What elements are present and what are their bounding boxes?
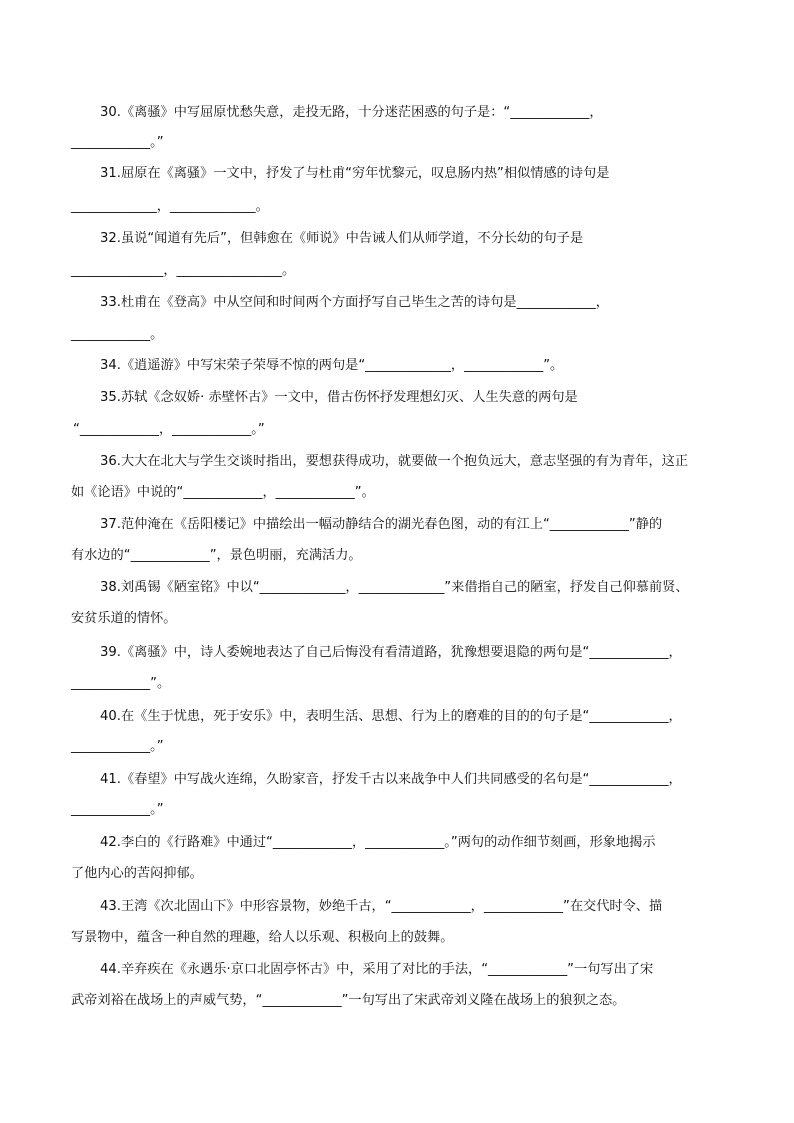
- question-37-line-2: 有水边的“____________”，景色明丽，充满活力。: [71, 548, 362, 563]
- question-31-line-1: 31.屈原在《离骚》一文中，抒发了与杜甫“穷年忧黎元，叹息肠内热”相似情感的诗句是: [100, 166, 610, 181]
- question-39-line-2: ____________”。: [71, 676, 171, 691]
- question-42-line-2: 了他内心的苦闷抑郁。: [71, 866, 203, 881]
- question-41-line-1: 41.《春望》中写战火连绵，久盼家音，抒发千古以来战争中人们共同感受的名句是“____________，: [100, 772, 682, 787]
- question-41-line-2: ____________。”: [71, 802, 164, 817]
- question-43-line-2: 写景物中，蕴含一种自然的理趣，给人以乐观、积极向上的鼓舞。: [71, 930, 454, 945]
- question-40-line-1: 40.在《生于忧患，死于安乐》中，表明生活、思想、行为上的磨难的目的的句子是“____________，: [100, 709, 682, 724]
- question-35-line-2: “____________，____________。”: [73, 422, 265, 437]
- question-44-line-2: 武帝刘裕在战场上的声威气势，“____________”一句写出了宋武帝刘义隆在战场上的狼狈之态。: [71, 993, 626, 1008]
- question-32-line-2: ______________，________________。: [71, 263, 296, 278]
- question-35-line-1: 35.苏轼《念奴娇· 赤壁怀古》一文中，借古伤怀抒发理想幻灭、人生失意的两句是: [100, 390, 578, 405]
- question-30-line-2: ____________。”: [71, 135, 164, 150]
- question-34-line-1: 34.《逍遥游》中写宋荣子荣辱不惊的两句是“_____________，____________”。: [100, 358, 564, 373]
- question-44-line-1: 44.辛弃疾在《永遇乐·京口北固亭怀古》中，采用了对比的手法，“____________”一句写出了宋: [100, 962, 654, 977]
- question-36-line-1: 36.大大在北大与学生交谈时指出，要想获得成功，就要做一个抱负远大，意志坚强的有为青年，这正: [100, 454, 689, 469]
- question-38-line-2: 安贫乐道的情怀。: [71, 611, 177, 626]
- question-31-line-2: _____________，_____________。: [71, 199, 269, 214]
- question-37-line-1: 37.范仲淹在《岳阳楼记》中描绘出一幅动静结合的湖光春色图，动的有江上“____________”静的: [100, 517, 663, 532]
- question-36-line-2: 如《论语》中说的“____________，____________”。: [71, 485, 375, 500]
- question-30-line-1: 30.《离骚》中写屈原忧愁失意，走投无路，十分迷茫困惑的句子是：“____________，: [100, 105, 603, 120]
- question-38-line-1: 38.刘禹锡《陋室铭》中以“_____________，_____________”来借指自己的陋室，抒发自己仰慕前贤、: [100, 580, 689, 595]
- question-33-line-1: 33.杜甫在《登高》中从空间和时间两个方面抒写自己毕生之苦的诗句是____________，: [100, 295, 609, 310]
- question-42-line-1: 42.李白的《行路难》中通过“____________，____________。”两句的动作细节刻画，形象地揭示: [100, 835, 656, 850]
- question-33-line-2: ____________。: [71, 327, 164, 342]
- question-40-line-2: ____________。”: [71, 739, 164, 754]
- question-43-line-1: 43.王湾《次北固山下》中形容景物，妙绝千古，“____________，____________”在交代时令、描: [100, 899, 663, 914]
- question-32-line-1: 32.虽说“闻道有先后”，但韩愈在《师说》中告诫人们从师学道，不分长幼的句子是: [100, 231, 584, 246]
- question-39-line-1: 39.《离骚》中，诗人委婉地表达了自己后悔没有看清道路，犹豫想要退隐的两句是“____________，: [100, 645, 682, 660]
